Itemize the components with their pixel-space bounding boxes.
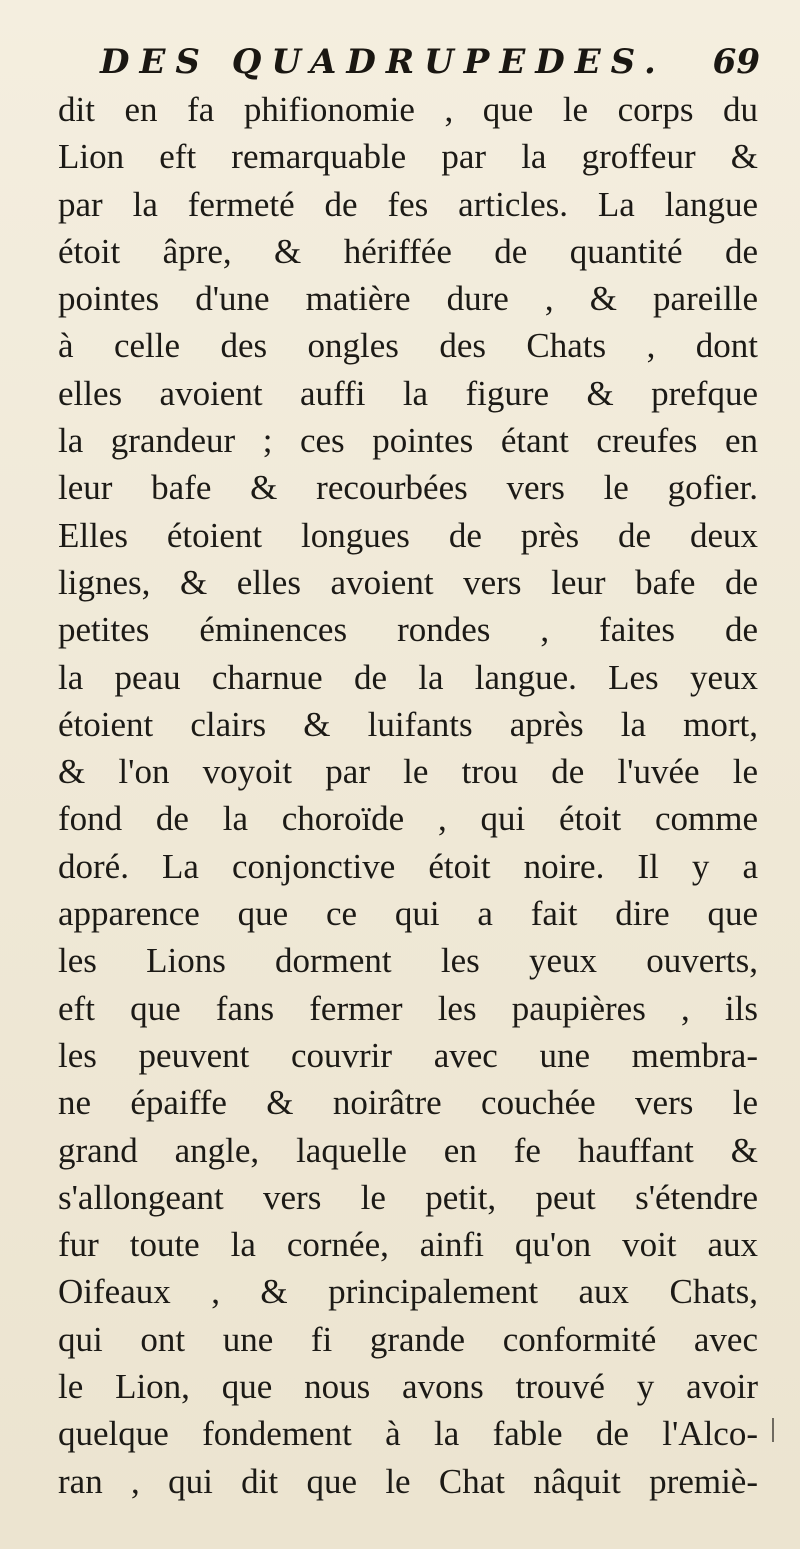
text-line: par la fermeté de fes articles. La langue: [58, 184, 758, 224]
text-line: Elles étoient longues de près de deux: [58, 515, 758, 555]
body-text: [58, 86, 758, 1505]
text-line: leur bafe & recourbées vers le gofier.: [58, 468, 758, 508]
text-line: à celle des ongles des Chats , dont: [58, 326, 758, 366]
text-line: Oifeaux , & principalement aux Chats,: [58, 1272, 758, 1312]
text-line: & l'on voyoit par le trou de l'uvée le: [58, 752, 758, 792]
text-line: apparence que ce qui a fait dire que: [58, 894, 758, 934]
text-line: dit en fa phifionomie , que le corps du: [58, 90, 758, 129]
text-line: fond de la choroïde , qui étoit comme: [58, 799, 758, 839]
text-line: étoient clairs & luifants après la mort,: [58, 704, 758, 744]
text-line: petites éminences rondes , faites de: [58, 610, 758, 650]
text-line: s'allongeant vers le petit, peut s'étendre: [58, 1177, 758, 1217]
text-line: les peuvent couvrir avec une membra-: [58, 1035, 758, 1075]
text-line: elles avoient auffi la figure & prefque: [58, 373, 758, 413]
text-line: doré. La conjonctive étoit noire. Il y a: [58, 846, 758, 886]
text-line: grand angle, laquelle en fe hauffant &: [58, 1130, 758, 1170]
text-line: Lion eft remarquable par la groffeur &: [58, 137, 758, 177]
running-head: DES QUADRUPEDES.: [100, 42, 666, 82]
text-line: lignes, & elles avoient vers leur bafe de: [58, 562, 758, 602]
text-line: ran , qui dit que le Chat nâquit premiè-: [58, 1461, 758, 1501]
text-line: fur toute la cornée, ainfi qu'on voit aux: [58, 1225, 758, 1265]
text-line: la grandeur ; ces pointes étant creufes en: [58, 421, 758, 461]
text-line: quelque fondement à la fable de l'Alco-: [58, 1414, 758, 1454]
text-line: le Lion, que nous avons trouvé y avoir: [58, 1367, 758, 1407]
text-line: les Lions dorment les yeux ouverts,: [58, 941, 758, 981]
text-line: ne épaiffe & noirâtre couchée vers le: [58, 1083, 758, 1123]
text-line: pointes d'une matière dure , & pareille: [58, 279, 758, 319]
text-line: eft que fans fermer les paupières , ils: [58, 988, 758, 1028]
text-line: la peau charnue de la langue. Les yeux: [58, 657, 758, 697]
text-line: étoit âpre, & hériffée de quantité de: [58, 231, 758, 271]
page-number: 69: [712, 42, 760, 82]
page-edge-mark: [772, 1418, 774, 1442]
text-line: qui ont une fi grande conformité avec: [58, 1319, 758, 1359]
